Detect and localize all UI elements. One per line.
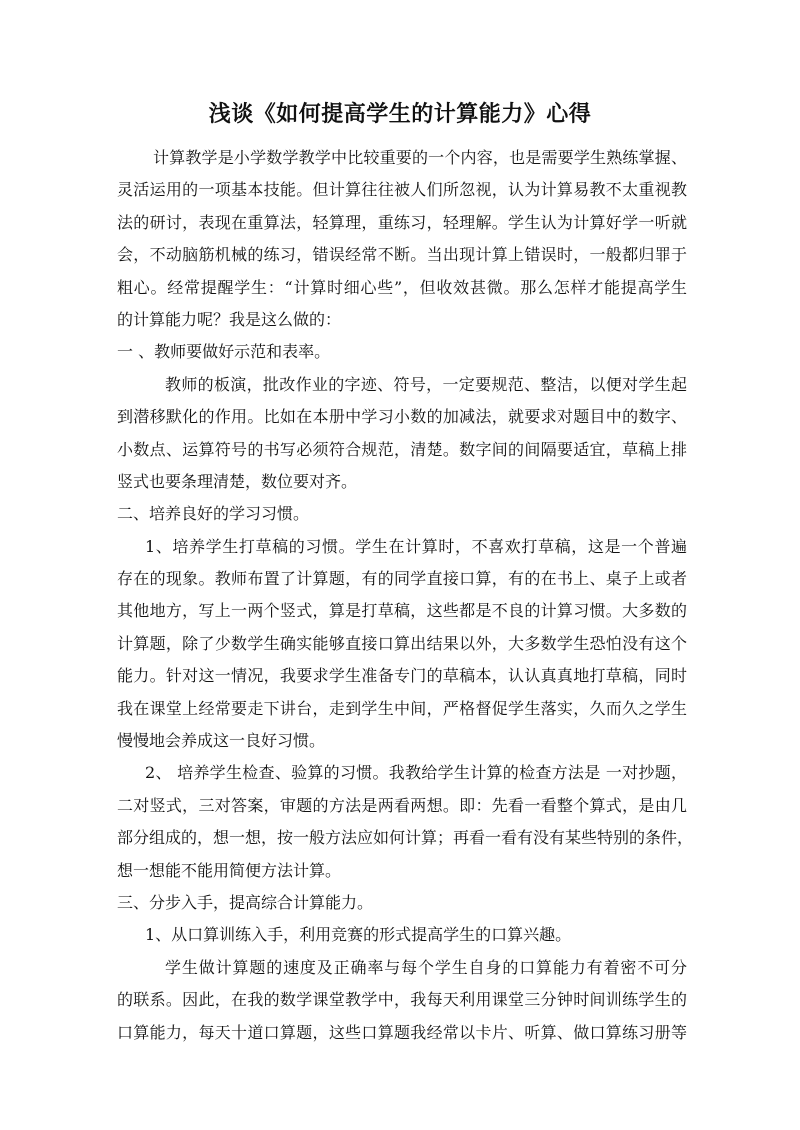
paragraph-line: 到潜移默化的作用。比如在本册中学习小数的加减法，就要求对题目中的数字、: [117, 407, 687, 427]
paragraph-line: 法的研讨，表现在重算法，轻算理，重练习，轻理解。学生认为计算好学一听就: [117, 212, 687, 232]
document-body: [117, 142, 694, 1049]
paragraph-line: 灵活运用的一项基本技能。但计算往往被人们所忽视，认为计算易教不太重视教: [117, 180, 687, 200]
paragraph-line: 二对竖式，三对答案，审题的方法是两看两想。即：先看一看整个算式，是由几: [117, 795, 687, 815]
paragraph-line: 会，不动脑筋机械的练习，错误经常不断。当出现计算上错误时，一般都归罪于: [117, 245, 687, 265]
paragraph-line: 学生做计算题的速度及正确率与每个学生自身的口算能力有着密不可分: [165, 957, 687, 977]
paragraph-line: 计算教学是小学数学教学中比较重要的一个内容，也是需要学生熟练掌握、: [153, 148, 687, 167]
paragraph-line: 部分组成的，想一想，按一般方法应如何计算；再看一看有没有某些特别的条件，: [117, 828, 694, 848]
paragraph-line: 一 、教师要做好示范和表率。: [117, 342, 331, 362]
paragraph-line: 计算题，除了少数学生确实能够直接口算出结果以外，大多数学生恐怕没有这个: [117, 633, 687, 653]
paragraph-line: 三、分步入手，提高综合计算能力。: [117, 892, 374, 912]
paragraph-line: 口算能力，每天十道口算题，这些口算题我经常以卡片、听算、做口算练习册等: [117, 1022, 687, 1042]
paragraph-line: 存在的现象。教师布置了计算题，有的同学直接口算，有的在书上、桌子上或者: [117, 569, 687, 589]
paragraph-line: 的联系。因此，在我的数学课堂教学中，我每天利用课堂三分钟时间训练学生的: [117, 990, 687, 1010]
paragraph-line: 1、从口算训练入手，利用竞赛的形式提高学生的口算兴趣。: [145, 925, 572, 945]
paragraph-line: 教师的板演，批改作业的字迹、符号，一定要规范、整洁，以便对学生起: [165, 374, 687, 394]
paragraph-line: 的计算能力呢？我是这么做的：: [117, 309, 342, 329]
paragraph-line: 1、培养学生打草稿的习惯。学生在计算时，不喜欢打草稿，这是一个普遍: [145, 536, 687, 556]
paragraph-line: 小数点、运算符号的书写必须符合规范，清楚。数字间的间隔要适宜，草稿上排: [117, 439, 687, 459]
paragraph-line: 慢慢地会养成这一良好习惯。: [117, 731, 326, 751]
paragraph-line: 二、培养良好的学习习惯。: [117, 504, 310, 524]
document-title: 浅谈《如何提高学生的计算能力》心得: [208, 102, 592, 127]
paragraph-line: 粗心。经常提醒学生：“计算时细心些”，但收效甚微。那么怎样才能提高学生: [117, 277, 687, 297]
paragraph-line: 我在课堂上经常要走下讲台，走到学生中间，严格督促学生落实，久而久之学生: [117, 698, 687, 718]
paragraph-line: 想一想能不能用简便方法计算。: [117, 860, 342, 880]
paragraph-line: 其他地方，写上一两个竖式，算是打草稿，这些都是不良的计算习惯。大多数的: [117, 601, 687, 621]
paragraph-line: 2、 培养学生检查、验算的习惯。我教给学生计算的检查方法是 一对抄题，: [145, 763, 687, 783]
paragraph-line: 能力。针对这一情况，我要求学生准备专门的草稿本，认认真真地打草稿，同时: [117, 666, 687, 686]
paragraph-line: 竖式也要条理清楚，数位要对齐。: [117, 471, 358, 491]
